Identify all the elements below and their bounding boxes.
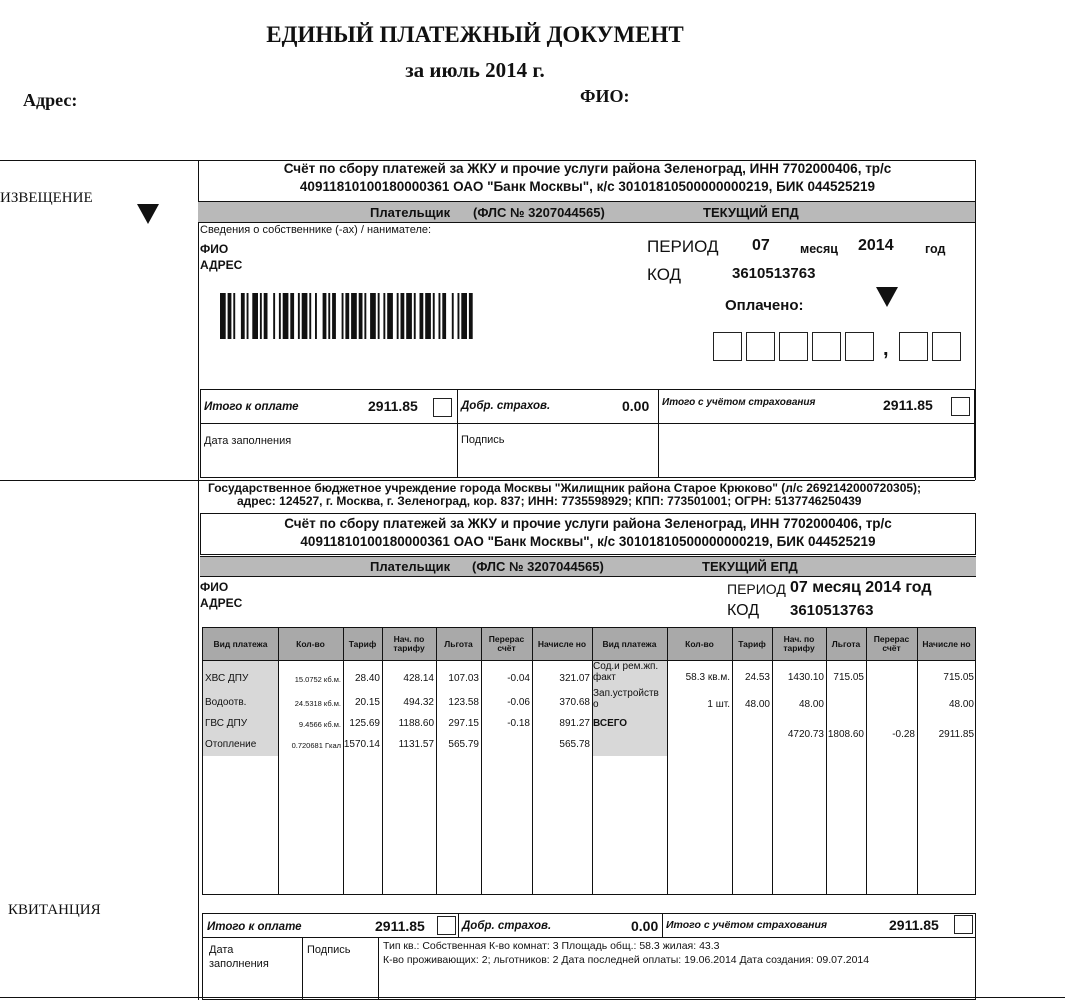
notice-totals-col1 xyxy=(457,389,458,478)
left-row-2-col-0: ГВС ДПУ xyxy=(205,718,248,729)
receipt-totals-col2 xyxy=(662,913,663,938)
notice-code-label: КОД xyxy=(647,265,682,284)
paid-kopecks-digit-1[interactable] xyxy=(899,332,928,361)
left-row-0-col-2: 28.40 xyxy=(354,673,380,684)
notice-fls: (ФЛС № 3207044565) xyxy=(473,205,605,220)
left-row-2-col-2: 125.69 xyxy=(349,718,380,729)
barcode-bar xyxy=(290,293,294,339)
page-bottom-line xyxy=(0,997,1065,998)
stub-divider-left xyxy=(198,160,199,1000)
left-header-3: Нач. по тарифу xyxy=(393,634,425,653)
receipt-total-checkbox[interactable] xyxy=(437,916,456,935)
barcode-bar xyxy=(233,293,235,339)
barcode-bar xyxy=(273,293,275,339)
notice-account-line2: 40911810100180000361 ОАО "Банк Москвы", к/с 30101810500000000219, БИК 044525219 xyxy=(299,179,876,194)
notice-totals-col2 xyxy=(658,389,659,478)
notice-code: 3610513763 xyxy=(732,265,816,282)
notice-arrow-icon xyxy=(137,204,159,224)
left-header-1: Кол-во xyxy=(296,638,325,649)
notice-total-ins-label: Итого с учётом страхования xyxy=(662,397,816,408)
address-label: Адрес: xyxy=(23,90,78,110)
notice-signature-label: Подпись xyxy=(461,434,505,446)
left-row-3-col-3: 1131.57 xyxy=(398,739,434,750)
paid-kopecks-digit-2[interactable] xyxy=(932,332,961,361)
table-column-line xyxy=(667,628,668,894)
barcode-bar xyxy=(401,293,405,339)
right-row-1-col-1: 1 шт. xyxy=(707,699,730,710)
notice-totals-midline xyxy=(200,423,975,424)
barcode-bar xyxy=(433,293,435,339)
barcode-bar xyxy=(420,293,424,339)
right-row-0-col-3: 1430.10 xyxy=(787,672,824,683)
barcode-bar xyxy=(458,293,460,339)
barcode-bar xyxy=(228,293,232,339)
barcode-bar xyxy=(323,293,327,339)
receipt-account-line1: Счёт по сбору платежей за ЖКУ и прочие услуги района Зеленоград, ИНН 7702000406, тр/с xyxy=(284,516,892,531)
receipt-period-value: 07 месяц 2014 год xyxy=(790,579,932,596)
left-header-0: Вид платежа xyxy=(213,638,268,649)
receipt-period-label: ПЕРИОД xyxy=(727,581,786,597)
left-row-2-col-3: 1188.60 xyxy=(398,718,434,729)
table-column-line xyxy=(866,628,867,894)
notice-total-value: 2911.85 xyxy=(368,398,418,414)
charges-header-line xyxy=(202,660,976,661)
table-column-line xyxy=(436,628,437,894)
barcode-bar xyxy=(406,293,412,339)
receipt-total-ins-checkbox[interactable] xyxy=(954,915,973,934)
notice-payer-label: Плательщик xyxy=(370,205,451,220)
paid-rubles-digit-1[interactable] xyxy=(713,332,742,361)
receipt-address: АДРЕС xyxy=(200,596,243,610)
receipt-total-ins-value: 2911.85 xyxy=(889,917,939,933)
table-column-line xyxy=(481,628,482,894)
notice-fill-date-label: Дата заполнения xyxy=(204,435,292,447)
left-row-1-col-6: 370.68 xyxy=(559,697,590,708)
left-row-0-col-0: ХВС ДПУ xyxy=(205,673,249,684)
notice-fio: ФИО xyxy=(200,242,229,256)
org-line1: Государственное бюджетное учреждение города Москвы "Жилищник района Старое Крюково" (л/с 2692142000720305); xyxy=(208,481,922,495)
notice-total-checkbox[interactable] xyxy=(433,398,452,417)
table-column-line xyxy=(772,628,773,894)
receipt-bottom-col1 xyxy=(302,937,303,1000)
notice-month-word: месяц xyxy=(800,242,838,256)
right-header-1: Кол-во xyxy=(685,638,714,649)
notice-total-ins-checkbox[interactable] xyxy=(951,397,970,416)
receipt-payer-band xyxy=(200,556,976,577)
left-header-6: Начисле но xyxy=(537,638,587,649)
barcode-bar xyxy=(469,293,473,339)
left-row-3-col-6: 565.78 xyxy=(559,739,590,750)
barcode-bar xyxy=(442,293,446,339)
notice-period-label: ПЕРИОД xyxy=(647,237,719,256)
left-row-3-col-2: 1570.14 xyxy=(343,739,380,750)
left-row-2-col-4: 297.15 xyxy=(448,718,479,729)
left-row-1-col-5: -0.06 xyxy=(507,697,530,708)
right-header-0: Вид платежа xyxy=(602,638,657,649)
receipt-totals-col1 xyxy=(458,913,459,938)
paid-arrow-icon xyxy=(876,287,898,307)
receipt-info-line2: К-во проживающих: 2; льготников: 2 Дата последней оплаты: 19.06.2014 Дата создания: 09.07.2014 xyxy=(383,954,870,966)
left-row-0-col-1: 15.0752 кб.м. xyxy=(294,675,341,684)
notice-paid-label: Оплачено: xyxy=(725,297,804,314)
left-header-5: Перерас счёт xyxy=(488,634,525,653)
notice-side-label: ИЗВЕЩЕНИЕ xyxy=(0,190,93,206)
barcode-bar xyxy=(252,293,258,339)
receipt-current-epd: ТЕКУЩИЙ ЕПД xyxy=(702,559,798,574)
receipt-fill-date-label-1: Дата xyxy=(209,944,234,956)
barcode-bar xyxy=(247,293,249,339)
fio-label: ФИО: xyxy=(580,86,630,106)
barcode-bar xyxy=(461,293,467,339)
receipt-fio: ФИО xyxy=(200,580,229,594)
left-row-0-col-3: 428.14 xyxy=(403,673,434,684)
left-header-4: Льгота xyxy=(444,638,473,649)
right-row-2-col-5: -0.28 xyxy=(892,729,915,740)
receipt-total-label: Итого к оплате xyxy=(207,921,302,933)
paid-rubles-digit-3[interactable] xyxy=(779,332,808,361)
notice-period-year: 2014 xyxy=(858,237,894,254)
receipt-code-label: КОД xyxy=(727,602,760,619)
receipt-total-ins-label: Итого с учётом страхования xyxy=(666,919,828,931)
right-row-2-col-3: 4720.73 xyxy=(787,729,824,740)
notice-address: АДРЕС xyxy=(200,258,243,272)
receipt-code: 3610513763 xyxy=(790,602,874,619)
left-header-2: Тариф xyxy=(348,638,377,649)
left-row-1-col-0: Водоотв. xyxy=(205,697,247,708)
notice-period-month: 07 xyxy=(752,237,770,254)
barcode-bar xyxy=(345,293,349,339)
barcode-bar xyxy=(264,293,268,339)
notice-insurance-label: Добр. страхов. xyxy=(461,400,551,412)
barcode-bar xyxy=(260,293,262,339)
barcode-bar xyxy=(328,293,330,339)
receipt-totals-midline xyxy=(202,937,976,938)
notice-payer-band xyxy=(198,201,975,223)
receipt-fls: (ФЛС № 3207044565) xyxy=(472,559,604,574)
barcode-bar xyxy=(439,293,441,339)
right-row-2-col-4: 1808.60 xyxy=(827,729,864,740)
left-row-0-col-5: -0.04 xyxy=(507,673,530,684)
barcode-bar xyxy=(351,293,357,339)
left-row-3-col-1: 0.720681 Гкал xyxy=(291,741,341,750)
barcode-bar xyxy=(414,293,416,339)
left-row-2-col-1: 9.4566 кб.м. xyxy=(298,720,341,729)
barcode-bar xyxy=(309,293,311,339)
right-row-2-col-6: 2911.85 xyxy=(938,729,974,740)
right-header-4: Льгота xyxy=(831,638,861,649)
right-row-0-col-1: 58.3 кв.м. xyxy=(685,672,730,683)
notice-current-epd: ТЕКУЩИЙ ЕПД xyxy=(703,205,799,220)
barcode-bar xyxy=(364,293,366,339)
table-column-line xyxy=(343,628,344,894)
barcode-bar xyxy=(342,293,344,339)
table-column-line xyxy=(732,628,733,894)
left-row-1-col-3: 494.32 xyxy=(403,697,434,708)
right-header-6: Начисле но xyxy=(922,638,971,649)
table-column-line xyxy=(382,628,383,894)
right-row-1-col-0: Зап.устройств о xyxy=(593,688,659,710)
table-column-line xyxy=(532,628,533,894)
barcode-bar xyxy=(298,293,300,339)
right-header-2: Тариф xyxy=(738,638,766,649)
notice-total-label: Итого к оплате xyxy=(204,401,299,413)
paid-rubles-digit-2[interactable] xyxy=(746,332,775,361)
table-column-line xyxy=(826,628,827,894)
notice-total-ins-value: 2911.85 xyxy=(883,397,933,413)
right-row-2-col-0: ВСЕГО xyxy=(593,718,628,729)
barcode-bar xyxy=(283,293,289,339)
table-column-line xyxy=(917,628,918,894)
right-row-0-col-6: 715.05 xyxy=(943,672,974,683)
right-row-0-col-4: 715.05 xyxy=(833,672,864,683)
notice-totals-box xyxy=(200,389,975,478)
right-row-1-col-3: 48.00 xyxy=(798,699,824,710)
notice-year-word: год xyxy=(925,242,946,256)
receipt-total-value: 2911.85 xyxy=(375,918,425,934)
left-row-0-col-4: 107.03 xyxy=(448,673,479,684)
barcode-bar xyxy=(315,293,317,339)
table-column-line xyxy=(278,628,279,894)
notice-account-line1: Счёт по сбору платежей за ЖКУ и прочие услуги района Зеленоград, ИНН 7702000406, тр/с xyxy=(283,161,892,176)
receipt-insurance-value: 0.00 xyxy=(631,918,659,934)
barcode-bar xyxy=(452,293,454,339)
document-subtitle: за июль 2014 г. xyxy=(405,58,545,82)
left-row-2-col-5: -0.18 xyxy=(507,718,530,729)
paid-rubles-digit-5[interactable] xyxy=(845,332,874,361)
receipt-insurance-label: Добр. страхов. xyxy=(462,920,552,932)
right-header-3: Нач. по тарифу xyxy=(783,634,815,653)
right-row-0-col-0: Сод.и рем.жп. факт xyxy=(593,661,659,683)
barcode-bar xyxy=(378,293,380,339)
receipt-signature-label: Подпись xyxy=(307,944,351,956)
left-row-3-col-0: Отопление xyxy=(205,739,257,750)
barcode xyxy=(220,293,660,339)
barcode-bar xyxy=(383,293,385,339)
receipt-account-line2: 40911810100180000361 ОАО "Банк Москвы", к/с 30101810500000000219, БИК 044525219 xyxy=(300,534,876,549)
paid-comma: , xyxy=(883,338,889,360)
barcode-bar xyxy=(241,293,245,339)
receipt-side-label: КВИТАНЦИЯ xyxy=(8,902,101,918)
right-row-0-col-2: 24.53 xyxy=(744,672,770,683)
receipt-bottom-col2 xyxy=(378,937,379,1000)
org-line2: адрес: 124527, г. Москва, г. Зеленоград, кор. 837; ИНН: 7735598929; КПП: 773501001; ОГРН: 5137746250439 xyxy=(237,494,862,508)
document-title: ЕДИНЫЙ ПЛАТЕЖНЫЙ ДОКУМЕНТ xyxy=(266,22,684,47)
right-row-1-col-6: 48.00 xyxy=(948,699,974,710)
left-row-2-col-6: 891.27 xyxy=(559,718,590,729)
barcode-bar xyxy=(220,293,226,339)
notice-insurance-value: 0.00 xyxy=(622,398,650,414)
left-row-1-col-1: 24.5318 кб.м. xyxy=(294,699,341,708)
barcode-bar xyxy=(359,293,363,339)
barcode-bar xyxy=(302,293,308,339)
receipt-payer-label: Плательщик xyxy=(370,559,451,574)
form-right-border xyxy=(975,160,976,480)
left-row-3-col-4: 565.79 xyxy=(448,739,479,750)
left-row-1-col-2: 20.15 xyxy=(354,697,380,708)
right-header-5: Перерас счёт xyxy=(873,634,910,653)
barcode-bar xyxy=(425,293,431,339)
barcode-bar xyxy=(387,293,393,339)
barcode-bar xyxy=(370,293,376,339)
barcode-bar xyxy=(397,293,399,339)
barcode-bar xyxy=(279,293,281,339)
receipt-info-line1: Тип кв.: Собственная К-во комнат: 3 Площадь общ.: 58.3 жилая: 43.3 xyxy=(383,940,720,952)
paid-rubles-digit-4[interactable] xyxy=(812,332,841,361)
right-row-1-col-2: 48.00 xyxy=(744,699,770,710)
notice-owner-info: Сведения о собственнике (-ах) / нанимателе: xyxy=(200,224,432,236)
charges-table xyxy=(202,627,976,895)
barcode-bar xyxy=(332,293,336,339)
left-row-0-col-6: 321.07 xyxy=(559,673,590,684)
left-row-1-col-4: 123.58 xyxy=(448,697,479,708)
receipt-fill-date-label-2: заполнения xyxy=(209,958,269,970)
